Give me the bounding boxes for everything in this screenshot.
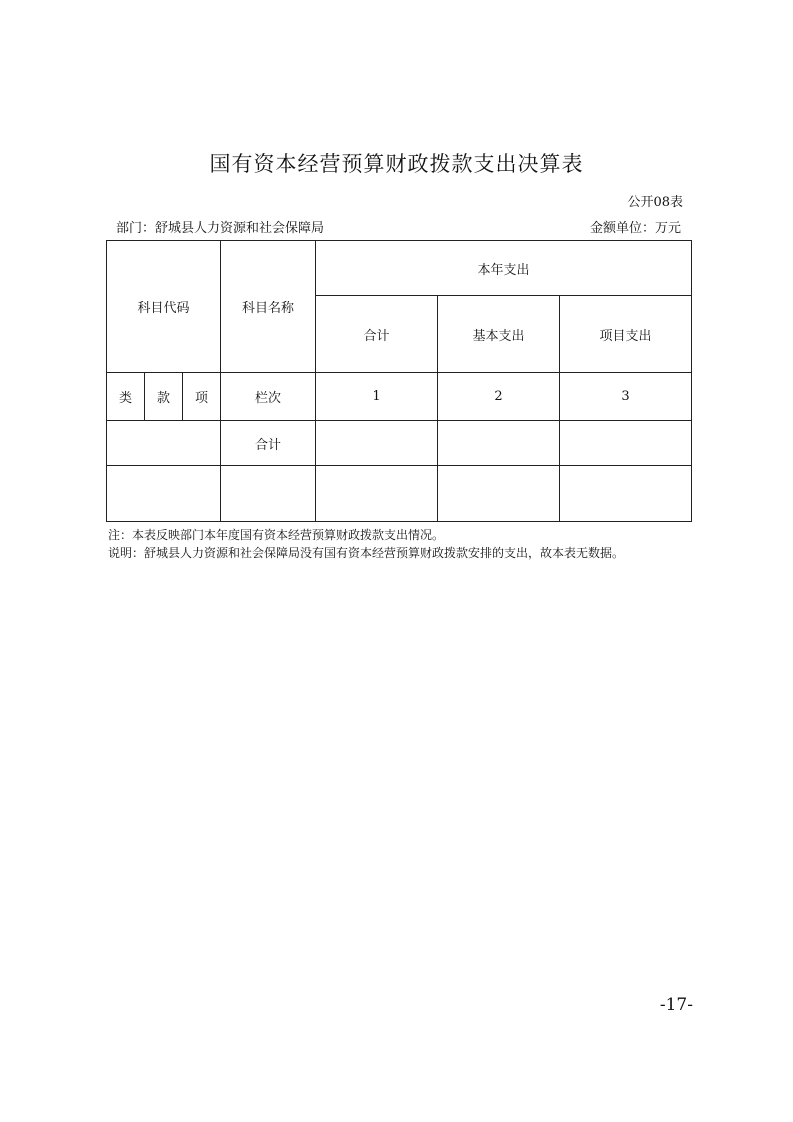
header-total: 合计: [316, 296, 438, 373]
note-line: 注：本表反映部门本年度国有资本经营预算财政拨款支出情况。: [108, 528, 445, 542]
empty-row-total: [316, 466, 438, 522]
header-basic-expense: 基本支出: [438, 296, 560, 373]
total-row-total: [316, 421, 438, 466]
lanci-1: 1: [316, 373, 438, 421]
total-row-project: [560, 421, 692, 466]
expenditure-table: [106, 240, 692, 522]
header-project-expense: 项目支出: [560, 296, 692, 373]
total-row-code: [107, 421, 221, 466]
form-number: 公开08表: [627, 195, 683, 210]
empty-row-basic: [438, 466, 560, 522]
header-lei: 类: [107, 373, 145, 421]
amount-unit-label: 金额单位：万元: [589, 221, 681, 236]
lanci-2: 2: [438, 373, 560, 421]
explanation-line: 说明：舒城县人力资源和社会保障局没有国有资本经营预算财政拨款安排的支出，故本表无数据。: [108, 546, 625, 560]
row-lanci-label: 栏次: [221, 373, 316, 421]
empty-row-project: [560, 466, 692, 522]
header-kuan: 款: [145, 373, 183, 421]
header-subject-name: 科目名称: [221, 241, 316, 373]
empty-row-code: [107, 466, 221, 522]
page-title: 国有资本经营预算财政拨款支出决算表: [209, 152, 584, 176]
header-year-expense: 本年支出: [316, 241, 692, 296]
total-row-basic: [438, 421, 560, 466]
department-label: 部门：舒城县人力资源和社会保障局: [116, 221, 325, 236]
notes: [108, 526, 624, 562]
lanci-3: 3: [560, 373, 692, 421]
header-subject-code: 科目代码: [107, 241, 221, 373]
header-xiang: 项: [183, 373, 221, 421]
total-row-label: 合计: [221, 421, 316, 466]
page-number: -17-: [659, 995, 693, 1015]
empty-row-name: [221, 466, 316, 522]
